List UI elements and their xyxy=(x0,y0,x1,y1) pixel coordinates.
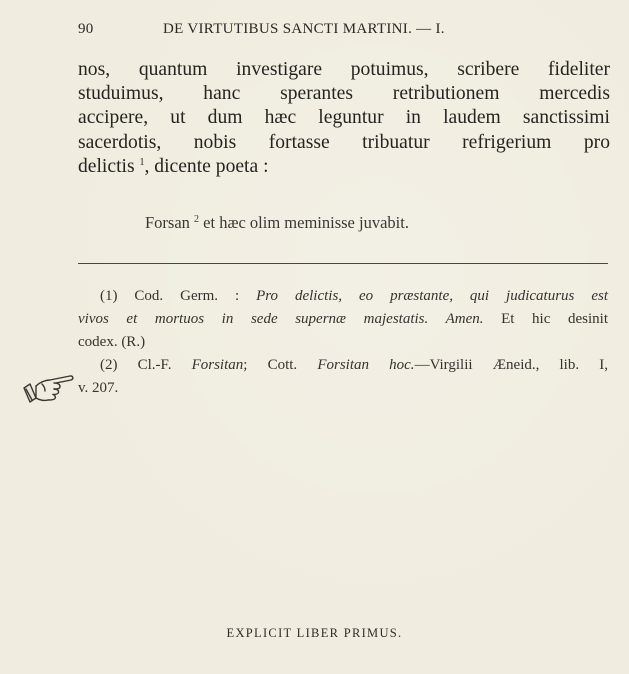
explicit-line: EXPLICIT LIBER PRIMUS. xyxy=(226,626,403,640)
body-line: accipere, ut dum hæc leguntur in laudem sanctissimi xyxy=(78,107,610,129)
pointing-hand-icon xyxy=(20,362,76,412)
footnote-italic-text: Forsitan xyxy=(191,357,244,373)
body-line: sacerdotis, nobis fortasse tribuatur refrigerium pro xyxy=(78,131,610,153)
verse-quotation xyxy=(145,213,409,233)
footnote-ref-2: 2 xyxy=(194,214,200,225)
running-head xyxy=(78,21,608,43)
footnote-text: (1) Cod. Germ. : xyxy=(100,288,257,304)
footnote-1-line: codex. (R.) xyxy=(78,334,146,350)
footnote-1-line xyxy=(78,308,608,331)
footnote-2-line: v. 207. xyxy=(78,380,119,396)
footnote-text: —Virgilii Æneid., lib. I, xyxy=(414,357,608,373)
body-paragraph xyxy=(78,58,610,179)
footnote-text: (2) Cl.-F. xyxy=(100,357,192,373)
footnote-ref-1: 1 xyxy=(139,156,145,168)
body-line: studuimus, hanc sperantes retributionem mercedis xyxy=(78,83,610,105)
body-line xyxy=(78,155,610,179)
body-text-fragment: delictis xyxy=(78,155,140,177)
footnotes xyxy=(78,285,608,400)
page-number: 90 xyxy=(78,21,94,37)
footnote-text: ; Cott. xyxy=(243,357,318,373)
footnote-italic-text: vivos et mortuos in sede supernæ majestatis. Amen. xyxy=(78,311,484,327)
body-text-fragment: , dicente poeta : xyxy=(144,155,269,177)
footnote-1-line xyxy=(78,285,608,308)
footnote-2-line xyxy=(78,354,608,377)
verse-fragment: et hæc olim meminisse juvabit. xyxy=(199,213,409,232)
footnote-italic-text: Pro delictis, eo præstante, qui judicaturus est xyxy=(256,288,608,304)
footnote-divider xyxy=(78,263,608,264)
footnote-italic-text: Forsitan hoc. xyxy=(317,357,415,373)
footnote-text: Et hic desinit xyxy=(483,311,608,327)
running-head-title: DE VIRTUTIBUS SANCTI MARTINI. — I. xyxy=(163,21,445,37)
body-line: nos, quantum investigare potuimus, scribere fideliter xyxy=(78,59,610,80)
verse-fragment: Forsan xyxy=(145,213,195,232)
